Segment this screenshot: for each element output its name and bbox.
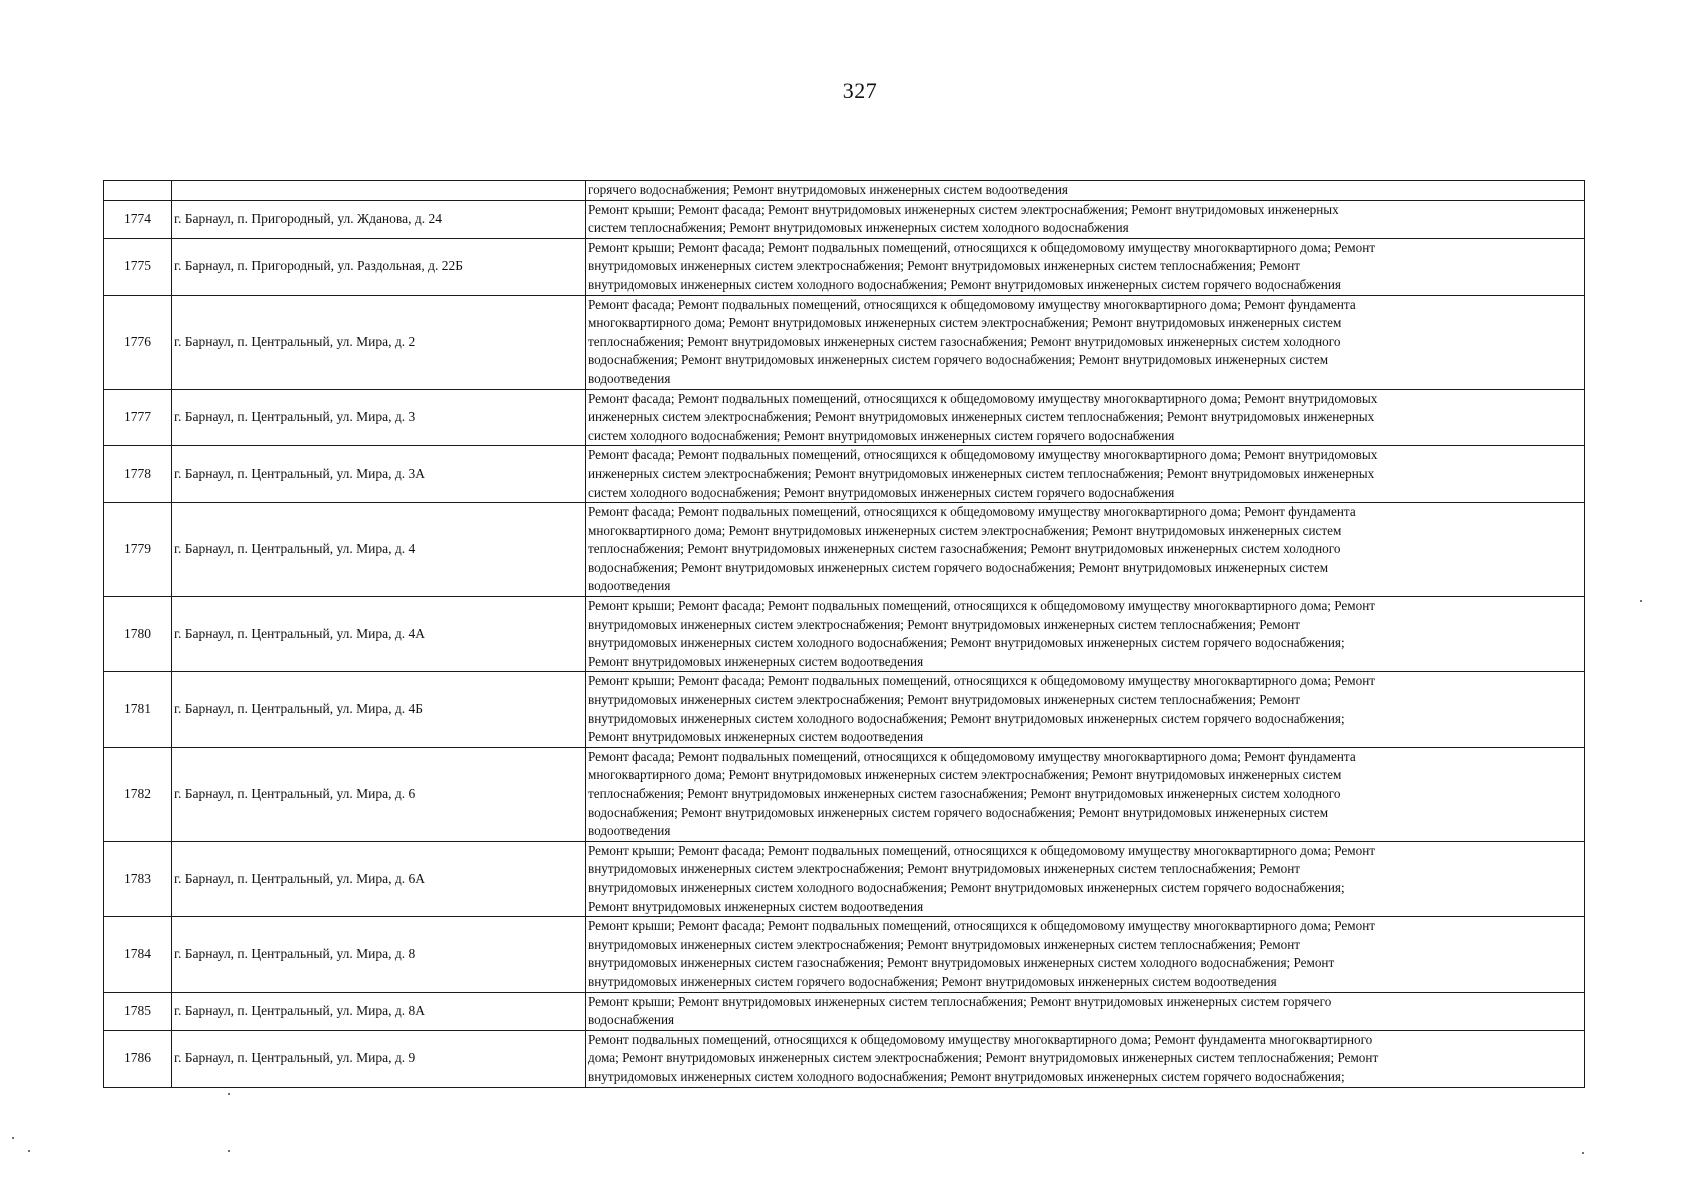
repair-works-line: внутридомовых инженерных систем электроснабжения; Ремонт внутридомовых инженерных систем теплоснабжения; Ремонт (588, 692, 1301, 708)
row-number-cell: 1783 (104, 841, 172, 916)
table-row (104, 917, 1585, 992)
row-number-cell: 1780 (104, 597, 172, 672)
repair-works-line: Ремонт подвальных помещений, относящихся к общедомовому имуществу многоквартирного дома; Ремонт фундамента многоквартирного (588, 1031, 1373, 1047)
repair-works-line: внутридомовых инженерных систем электроснабжения; Ремонт внутридомовых инженерных систем теплоснабжения; Ремонт (588, 936, 1301, 952)
repair-works-cell (586, 992, 1585, 1030)
repair-works-line: Ремонт крыши; Ремонт фасада; Ремонт подвальных помещений, относящихся к общедомовому имуществу многоквартирного дома; Ремонт (588, 598, 1376, 614)
address-cell: г. Барнаул, п. Центральный, ул. Мира, д. 9 (172, 1030, 586, 1087)
repair-works-line: водоотведения (588, 578, 671, 594)
row-number-cell: 1774 (104, 200, 172, 238)
repair-works-line: внутридомовых инженерных систем электроснабжения; Ремонт внутридомовых инженерных систем теплоснабжения; Ремонт (588, 616, 1301, 632)
repair-works-line: водоснабжения (588, 1012, 675, 1028)
repair-works-line: теплоснабжения; Ремонт внутридомовых инженерных систем газоснабжения; Ремонт внутридомовых инженерных систем холодного (588, 541, 1341, 557)
repair-works-line: внутридомовых инженерных систем холодного водоснабжения; Ремонт внутридомовых инженерных систем горячего водоснабжения (588, 276, 1341, 292)
repair-works-line: внутридомовых инженерных систем холодного водоснабжения; Ремонт внутридомовых инженерных систем горячего водоснабжения; (588, 635, 1345, 651)
repair-works-cell (586, 446, 1585, 503)
scan-speck (228, 1150, 230, 1152)
repair-works-line: внутридомовых инженерных систем холодного водоснабжения; Ремонт внутридомовых инженерных систем горячего водоснабжения; (588, 710, 1345, 726)
repair-works-line: водоснабжения; Ремонт внутридомовых инженерных систем горячего водоснабжения; Ремонт внутридомовых инженерных систем (588, 559, 1329, 575)
row-number-cell: 1777 (104, 389, 172, 446)
row-number-cell: 1784 (104, 917, 172, 992)
table-row (104, 597, 1585, 672)
repair-works-line: многоквартирного дома; Ремонт внутридомовых инженерных систем электроснабжения; Ремонт внутридомовых инженерных систем (588, 522, 1342, 538)
table-row (104, 238, 1585, 295)
address-cell (172, 181, 586, 201)
repair-works-line: систем холодного водоснабжения; Ремонт внутридомовых инженерных систем горячего водоснабжения (588, 427, 1175, 443)
address-cell: г. Барнаул, п. Центральный, ул. Мира, д. 6А (172, 841, 586, 916)
repair-works-line: внутридомовых инженерных систем электроснабжения; Ремонт внутридомовых инженерных систем теплоснабжения; Ремонт (588, 861, 1301, 877)
repair-works-line: Ремонт крыши; Ремонт фасада; Ремонт подвальных помещений, относящихся к общедомовому имуществу многоквартирного дома; Ремонт (588, 239, 1376, 255)
repair-works-line: Ремонт внутридомовых инженерных систем водоотведения (588, 729, 924, 745)
repair-works-line: внутридомовых инженерных систем газоснабжения; Ремонт внутридомовых инженерных систем холодного водоснабжения; Ремонт (588, 955, 1335, 971)
row-number-cell (104, 181, 172, 201)
address-cell: г. Барнаул, п. Центральный, ул. Мира, д. 3 (172, 389, 586, 446)
repair-works-line: Ремонт фасада; Ремонт подвальных помещений, относящихся к общедомовому имуществу многоквартирного дома; Ремонт фундамента (588, 748, 1356, 764)
repair-works-cell (586, 181, 1585, 201)
table-row (104, 992, 1585, 1030)
repair-works-line: водоотведения (588, 370, 671, 386)
repair-works-line: водоотведения (588, 823, 671, 839)
scan-speck (28, 1150, 30, 1152)
repair-works-line: Ремонт крыши; Ремонт фасада; Ремонт внутридомовых инженерных систем электроснабжения; Ремонт внутридомовых инженерных (588, 201, 1339, 217)
repair-works-cell (586, 1030, 1585, 1087)
page-number: 327 (842, 78, 878, 103)
repair-works-line: Ремонт крыши; Ремонт внутридомовых инженерных систем теплоснабжения; Ремонт внутридомовых инженерных систем горячего (588, 993, 1332, 1009)
repair-works-line: теплоснабжения; Ремонт внутридомовых инженерных систем газоснабжения; Ремонт внутридомовых инженерных систем холодного (588, 333, 1341, 349)
repair-works-cell (586, 295, 1585, 389)
address-cell: г. Барнаул, п. Центральный, ул. Мира, д. 4 (172, 503, 586, 597)
repair-works-cell (586, 917, 1585, 992)
row-number-cell: 1778 (104, 446, 172, 503)
address-cell: г. Барнаул, п. Центральный, ул. Мира, д. 4А (172, 597, 586, 672)
repair-works-line: горячего водоснабжения; Ремонт внутридомовых инженерных систем водоотведения (588, 182, 1068, 197)
address-cell: г. Барнаул, п. Центральный, ул. Мира, д. 6 (172, 747, 586, 841)
row-number-cell: 1782 (104, 747, 172, 841)
repair-works-cell (586, 238, 1585, 295)
row-number-cell: 1779 (104, 503, 172, 597)
scan-speck (12, 1137, 14, 1139)
repair-works-line: Ремонт крыши; Ремонт фасада; Ремонт подвальных помещений, относящихся к общедомовому имуществу многоквартирного дома; Ремонт (588, 673, 1376, 689)
repair-works-line: водоснабжения; Ремонт внутридомовых инженерных систем горячего водоснабжения; Ремонт внутридомовых инженерных систем (588, 352, 1329, 368)
repair-works-line: Ремонт внутридомовых инженерных систем водоотведения (588, 653, 924, 669)
scan-speck (1582, 1152, 1584, 1154)
repair-works-line: Ремонт фасада; Ремонт подвальных помещений, относящихся к общедомовому имуществу многоквартирного дома; Ремонт фундамента (588, 504, 1356, 520)
repair-works-line: внутридомовых инженерных систем горячего водоснабжения; Ремонт внутридомовых инженерных систем водоотведения (588, 973, 1277, 989)
table-row (104, 446, 1585, 503)
address-cell: г. Барнаул, п. Центральный, ул. Мира, д. 3А (172, 446, 586, 503)
address-cell: г. Барнаул, п. Центральный, ул. Мира, д. 4Б (172, 672, 586, 747)
table-row (104, 747, 1585, 841)
repair-works-line: инженерных систем электроснабжения; Ремонт внутридомовых инженерных систем теплоснабжения; Ремонт внутридомовых инженерных (588, 409, 1375, 425)
repair-works-line: Ремонт крыши; Ремонт фасада; Ремонт подвальных помещений, относящихся к общедомовому имуществу многоквартирного дома; Ремонт (588, 842, 1376, 858)
address-cell: г. Барнаул, п. Пригородный, ул. Жданова, д. 24 (172, 200, 586, 238)
repair-works-line: Ремонт фасада; Ремонт подвальных помещений, относящихся к общедомовому имуществу многоквартирного дома; Ремонт внутридомовых (588, 390, 1378, 406)
table-body (104, 181, 1585, 1088)
table-row (104, 841, 1585, 916)
repair-works-line: Ремонт фасада; Ремонт подвальных помещений, относящихся к общедомовому имуществу многоквартирного дома; Ремонт фундамента (588, 296, 1356, 312)
repair-works-cell (586, 747, 1585, 841)
repair-works-line: многоквартирного дома; Ремонт внутридомовых инженерных систем электроснабжения; Ремонт внутридомовых инженерных систем (588, 315, 1342, 331)
table-row (104, 1030, 1585, 1087)
row-number-cell: 1786 (104, 1030, 172, 1087)
row-number-cell: 1776 (104, 295, 172, 389)
table-row (104, 181, 1585, 201)
repair-works-cell (586, 389, 1585, 446)
table-row (104, 295, 1585, 389)
repair-works-line: внутридомовых инженерных систем холодного водоснабжения; Ремонт внутридомовых инженерных систем горячего водоснабжения; (588, 879, 1345, 895)
row-number-cell: 1781 (104, 672, 172, 747)
scan-speck (228, 1093, 230, 1095)
table-row (104, 200, 1585, 238)
scan-speck (1640, 600, 1642, 602)
repair-works-line: теплоснабжения; Ремонт внутридомовых инженерных систем газоснабжения; Ремонт внутридомовых инженерных систем холодного (588, 786, 1341, 801)
address-cell: г. Барнаул, п. Пригородный, ул. Раздольная, д. 22Б (172, 238, 586, 295)
repair-works-line: многоквартирного дома; Ремонт внутридомовых инженерных систем электроснабжения; Ремонт внутридомовых инженерных систем (588, 767, 1342, 783)
repair-works-cell (586, 841, 1585, 916)
repair-works-line: систем теплоснабжения; Ремонт внутридомовых инженерных систем холодного водоснабжения (588, 220, 1129, 236)
repair-works-line: Ремонт фасада; Ремонт подвальных помещений, относящихся к общедомовому имуществу многоквартирного дома; Ремонт внутридомовых (588, 447, 1378, 463)
table-row (104, 503, 1585, 597)
repair-works-line: внутридомовых инженерных систем электроснабжения; Ремонт внутридомовых инженерных систем теплоснабжения; Ремонт (588, 258, 1301, 274)
address-cell: г. Барнаул, п. Центральный, ул. Мира, д. 8А (172, 992, 586, 1030)
repair-works-line: внутридомовых инженерных систем холодного водоснабжения; Ремонт внутридомовых инженерных систем горячего водоснабжения; (588, 1068, 1345, 1084)
repair-works-line: систем холодного водоснабжения; Ремонт внутридомовых инженерных систем горячего водоснабжения (588, 484, 1175, 500)
repair-works-line: Ремонт внутридомовых инженерных систем водоотведения (588, 898, 924, 914)
repair-works-cell (586, 503, 1585, 597)
repair-works-line: дома; Ремонт внутридомовых инженерных систем электроснабжения; Ремонт внутридомовых инженерных систем теплоснабжения; Ремонт (588, 1050, 1379, 1066)
row-number-cell: 1775 (104, 238, 172, 295)
table-row (104, 672, 1585, 747)
address-cell: г. Барнаул, п. Центральный, ул. Мира, д. 8 (172, 917, 586, 992)
address-cell: г. Барнаул, п. Центральный, ул. Мира, д. 2 (172, 295, 586, 389)
table-row (104, 389, 1585, 446)
repair-registry-table (103, 180, 1585, 1088)
row-number-cell: 1785 (104, 992, 172, 1030)
repair-works-cell (586, 200, 1585, 238)
repair-works-cell (586, 597, 1585, 672)
repair-works-line: Ремонт крыши; Ремонт фасада; Ремонт подвальных помещений, относящихся к общедомовому имуществу многоквартирного дома; Ремонт (588, 918, 1376, 934)
repair-works-line: инженерных систем электроснабжения; Ремонт внутридомовых инженерных систем теплоснабжения; Ремонт внутридомовых инженерных (588, 465, 1375, 481)
repair-works-line: водоснабжения; Ремонт внутридомовых инженерных систем горячего водоснабжения; Ремонт внутридомовых инженерных систем (588, 804, 1329, 820)
repair-works-cell (586, 672, 1585, 747)
